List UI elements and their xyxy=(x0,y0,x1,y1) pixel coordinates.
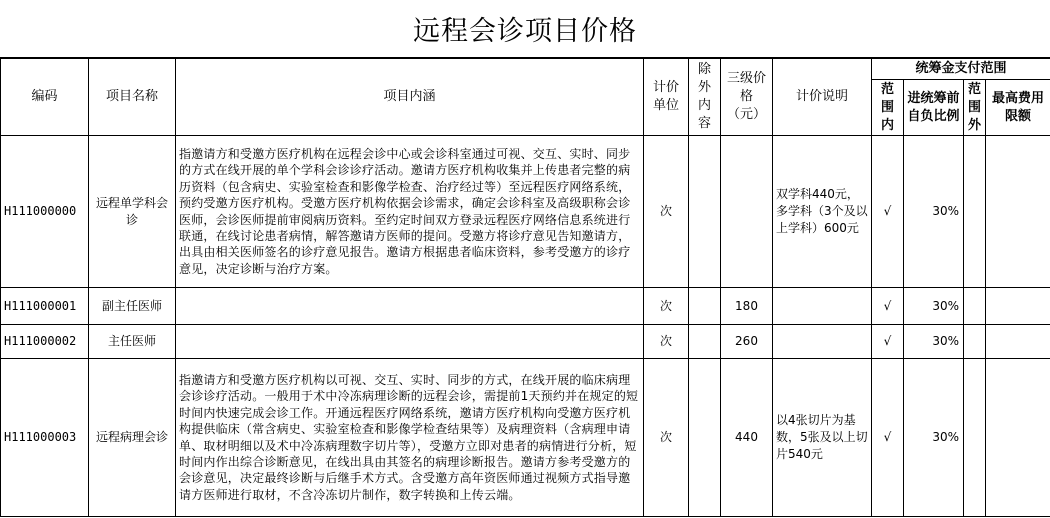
cell-price: 180 xyxy=(721,288,773,325)
cell-self-pay: 30% xyxy=(904,325,964,359)
cell-in-scope: √ xyxy=(872,136,904,288)
cell-content: 指邀请方和受邀方医疗机构在远程会诊中心或会诊科室通过可视、交互、实时、同步的方式在线开展的单个学科会诊诊疗活动。邀请方医疗机构收集并上传患者完整的病历资料（包含病史、实验室检查和影像学检查、治疗经过等）至远程医疗网络系统，预约受邀方医疗机构。受邀方医疗机构依据会诊需求，确定会诊科室及高级职称会诊医师，会诊医师提前审阅病历资料。至约定时间双方登录远程医疗网络信息系统进行联通，在线讨论患者病情，解答邀请方医师的提问。受邀方将诊疗意见告知邀请方，出具由相关医师签名的诊疗意见报告。邀请方根据患者临床资料，参考受邀方的诊疗意见，决定诊断与治疗方案。 xyxy=(176,136,644,288)
cell-content xyxy=(176,288,644,325)
cell-content xyxy=(176,325,644,359)
header-content: 项目内涵 xyxy=(176,59,644,136)
table-row xyxy=(1,288,1050,325)
cell-excluded xyxy=(689,359,721,517)
cell-out-scope xyxy=(964,359,986,517)
header-code: 编码 xyxy=(1,59,89,136)
table-row xyxy=(1,136,1050,288)
cell-price: 260 xyxy=(721,325,773,359)
price-table xyxy=(0,58,1050,517)
cell-in-scope: √ xyxy=(872,359,904,517)
header-fund-group: 统筹金支付范围 xyxy=(872,59,1050,80)
cell-name: 主任医师 xyxy=(89,325,176,359)
header-price-note: 计价说明 xyxy=(773,59,872,136)
cell-out-scope xyxy=(964,288,986,325)
cell-max-limit xyxy=(986,288,1050,325)
table-row xyxy=(1,359,1050,517)
cell-unit: 次 xyxy=(644,136,689,288)
table-row xyxy=(1,325,1050,359)
header-self-pay: 进统筹前自负比例 xyxy=(904,80,964,136)
cell-code: H111000001 xyxy=(1,288,89,325)
cell-code: H111000000 xyxy=(1,136,89,288)
cell-self-pay: 30% xyxy=(904,136,964,288)
cell-excluded xyxy=(689,325,721,359)
cell-price: 440 xyxy=(721,359,773,517)
cell-price xyxy=(721,136,773,288)
cell-price-note: 双学科440元，多学科（3个及以上学科）600元 xyxy=(773,136,872,288)
header-excluded: 除外内容 xyxy=(689,59,721,136)
cell-unit: 次 xyxy=(644,288,689,325)
cell-in-scope: √ xyxy=(872,325,904,359)
header-max-limit: 最高费用限额 xyxy=(986,80,1050,136)
cell-excluded xyxy=(689,288,721,325)
header-out-scope: 范围外 xyxy=(964,80,986,136)
header-unit: 计价单位 xyxy=(644,59,689,136)
cell-max-limit xyxy=(986,136,1050,288)
cell-max-limit xyxy=(986,325,1050,359)
cell-code: H111000003 xyxy=(1,359,89,517)
header-in-scope: 范围内 xyxy=(872,80,904,136)
cell-price-note xyxy=(773,288,872,325)
cell-out-scope xyxy=(964,136,986,288)
cell-name: 远程病理会诊 xyxy=(89,359,176,517)
header-price: 三级价格（元） xyxy=(721,59,773,136)
cell-name: 副主任医师 xyxy=(89,288,176,325)
cell-self-pay: 30% xyxy=(904,288,964,325)
cell-price-note: 以4张切片为基数，5张及以上切片540元 xyxy=(773,359,872,517)
header-name: 项目名称 xyxy=(89,59,176,136)
cell-excluded xyxy=(689,136,721,288)
cell-content: 指邀请方和受邀方医疗机构以可视、交互、实时、同步的方式，在线开展的临床病理会诊诊疗活动。一般用于术中冷冻病理诊断的远程会诊，需提前1天预约并在规定的短时间内快速完成会诊工作。开通远程医疗网络系统，邀请方医疗机构向受邀方医疗机构提供临床（常含病史、实验室检查和影像学检查结果等）及病理资料（含病理申请单、取材明细以及术中冷冻病理数字切片等），受邀方立即对患者的病情进行分析，短时间内作出综合诊断意见，在线出具由其签名的病理诊断报告。邀请方参考受邀方的会诊意见，决定最终诊断与后继手术方式。含受邀方高年资医师通过视频方式指导邀请方医师进行取材，不含冷冻切片制作，数字转换和上传云端。 xyxy=(176,359,644,517)
cell-out-scope xyxy=(964,325,986,359)
cell-name: 远程单学科会诊 xyxy=(89,136,176,288)
cell-in-scope: √ xyxy=(872,288,904,325)
cell-unit: 次 xyxy=(644,325,689,359)
cell-unit: 次 xyxy=(644,359,689,517)
cell-price-note xyxy=(773,325,872,359)
cell-self-pay: 30% xyxy=(904,359,964,517)
cell-code: H111000002 xyxy=(1,325,89,359)
page-title: 远程会诊项目价格 xyxy=(0,0,1050,58)
cell-max-limit xyxy=(986,359,1050,517)
